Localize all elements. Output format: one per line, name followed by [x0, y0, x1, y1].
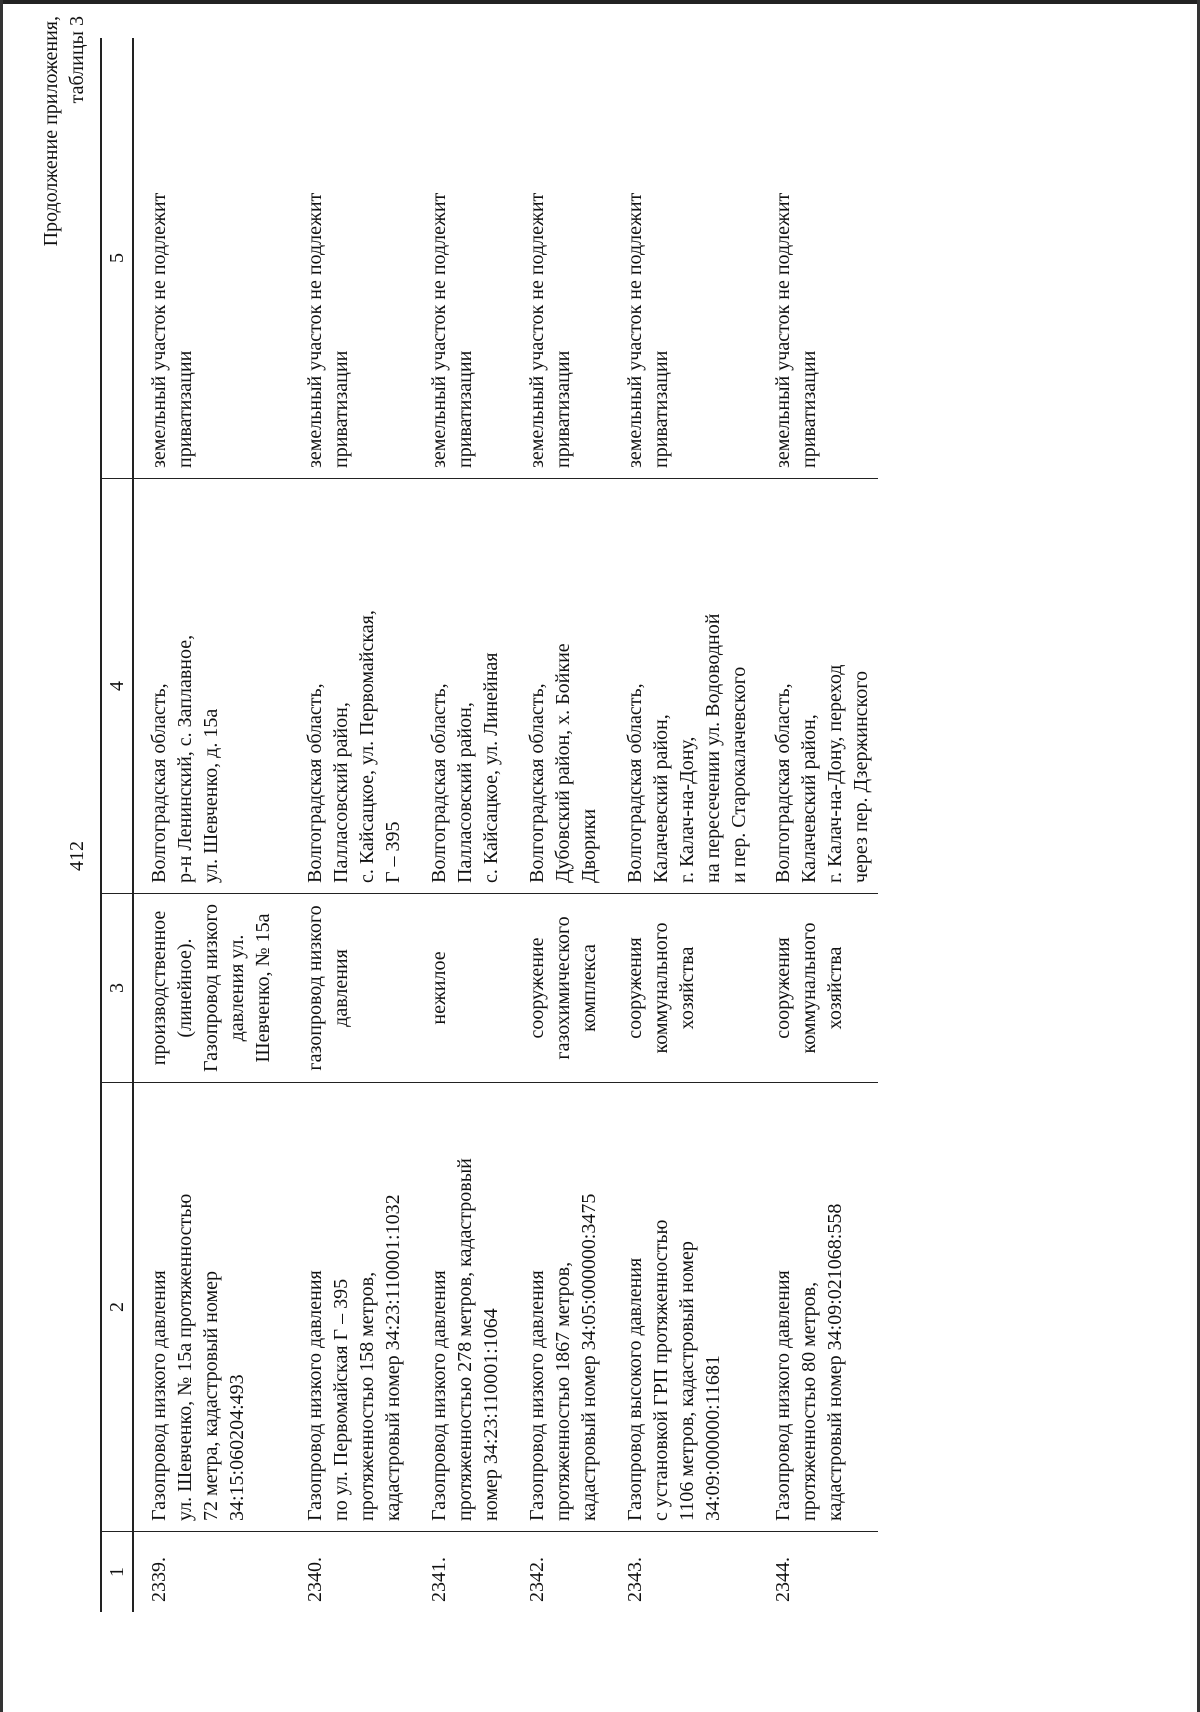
- column-header: 4: [101, 479, 133, 894]
- address-cell: [133, 479, 290, 894]
- object-name-cell: [414, 1083, 512, 1532]
- object-name-line: протяженностью 1867 метров,: [552, 1261, 574, 1521]
- note-line: приватизации: [454, 350, 476, 468]
- purpose-line: комплекса: [578, 944, 600, 1032]
- purpose-cell: [290, 894, 414, 1083]
- table-row: [610, 38, 758, 1612]
- purpose-line: давления ул.: [226, 934, 248, 1042]
- column-header: 2: [101, 1083, 133, 1532]
- address-line: на пересечении ул. Водоводной: [702, 613, 724, 883]
- purpose-line: хозяйства: [824, 946, 846, 1030]
- object-name-line: Газопровод низкого давления: [772, 1270, 794, 1521]
- table-row: [758, 38, 878, 1612]
- table-row: [133, 38, 290, 1612]
- object-name-line: кадастровый номер 34:09:021068:558: [824, 1203, 846, 1521]
- purpose-line: газохимического: [552, 916, 574, 1060]
- continuation-line: таблицы 3: [66, 16, 88, 104]
- address-cell: [414, 479, 512, 894]
- object-name-line: 34:15:060204:493: [226, 1374, 248, 1521]
- purpose-cell: [414, 894, 512, 1083]
- object-name-line: Газопровод низкого давления: [304, 1270, 326, 1521]
- address-line: через пер. Дзержинского: [850, 671, 872, 883]
- purpose-line: производственное: [148, 910, 170, 1066]
- object-name-line: протяженностью 278 метров, кадастровый: [454, 1158, 476, 1521]
- object-name-line: протяженностью 158 метров,: [356, 1271, 378, 1521]
- address-line: Калачевский район,: [798, 714, 820, 883]
- object-name-line: ул. Шевченко, № 15а протяженностью: [174, 1193, 196, 1521]
- note-line: приватизации: [174, 350, 196, 468]
- object-name-line: Газопровод низкого давления: [526, 1270, 548, 1521]
- purpose-line: коммунального: [650, 922, 672, 1054]
- address-line: с. Кайсацкое, ул. Первомайская,: [356, 610, 378, 883]
- address-cell: [290, 479, 414, 894]
- column-header: 3: [101, 894, 133, 1083]
- purpose-line: сооружения: [772, 937, 794, 1039]
- purpose-line: Газопровод низкого: [200, 903, 222, 1072]
- address-line: Волгоградская область,: [428, 683, 450, 883]
- purpose-line: нежилое: [428, 951, 450, 1025]
- note-cell: [414, 38, 512, 479]
- object-name-line: кадастровый номер 34:23:110001:1032: [382, 1194, 404, 1521]
- address-line: Волгоградская область,: [526, 683, 548, 883]
- note-line: приватизации: [552, 350, 574, 468]
- purpose-line: сооружение: [526, 937, 548, 1039]
- address-line: с. Кайсацкое, ул. Линейная: [480, 652, 502, 883]
- table-header-row: [101, 38, 133, 1612]
- table-row: [290, 38, 414, 1612]
- note-line: земельный участок не подлежит: [526, 192, 548, 468]
- object-name-line: по ул. Первомайская Г – 395: [330, 1278, 352, 1521]
- object-name-cell: [133, 1083, 290, 1532]
- object-name-cell: [758, 1083, 878, 1532]
- address-line: Палласовский район,: [330, 702, 352, 883]
- note-cell: [290, 38, 414, 479]
- address-cell: [610, 479, 758, 894]
- object-name-line: 72 метра, кадастровый номер: [200, 1270, 222, 1521]
- address-line: Волгоградская область,: [148, 683, 170, 883]
- note-line: земельный участок не подлежит: [148, 192, 170, 468]
- note-line: земельный участок не подлежит: [624, 192, 646, 468]
- purpose-line: хозяйства: [676, 946, 698, 1030]
- object-name-line: Газопровод низкого давления: [428, 1270, 450, 1521]
- property-registry-table: [100, 38, 878, 1612]
- row-number: 2339.: [148, 1557, 170, 1602]
- row-number: 2344.: [772, 1557, 794, 1602]
- row-number: 2340.: [304, 1557, 326, 1602]
- object-name-line: 34:09:000000:11681: [702, 1355, 724, 1521]
- address-line: г. Калач-на-Дону,: [676, 736, 698, 883]
- address-line: Волгоградская область,: [624, 683, 646, 883]
- purpose-line: Шевченко, № 15а: [252, 913, 274, 1063]
- row-number: 2343.: [624, 1557, 646, 1602]
- address-line: Г – 395: [382, 821, 404, 883]
- note-line: приватизации: [650, 350, 672, 468]
- object-name-line: Газопровод высокого давления: [624, 1257, 646, 1521]
- address-line: Волгоградская область,: [772, 683, 794, 883]
- purpose-line: газопровод низкого: [304, 905, 326, 1071]
- object-name-cell: [610, 1083, 758, 1532]
- purpose-line: коммунального: [798, 922, 820, 1054]
- address-line: р-н Ленинский, с. Заплавное,: [174, 634, 196, 883]
- address-line: ул. Шевченко, д. 15а: [200, 708, 222, 883]
- continuation-line: Продолжение приложения,: [40, 16, 62, 247]
- object-name-line: Газопровод низкого давления: [148, 1270, 170, 1521]
- purpose-cell: [133, 894, 290, 1083]
- purpose-line: сооружения: [624, 937, 646, 1039]
- page-number: 412: [66, 841, 88, 871]
- table-row: [512, 38, 610, 1612]
- note-line: земельный участок не подлежит: [304, 192, 326, 468]
- object-name-line: кадастровый номер 34:05:000000:3475: [578, 1193, 600, 1521]
- column-header: 1: [101, 1532, 133, 1613]
- note-line: приватизации: [330, 350, 352, 468]
- row-number: 2341.: [428, 1557, 450, 1602]
- note-line: земельный участок не подлежит: [772, 192, 794, 468]
- purpose-cell: [512, 894, 610, 1083]
- continuation-note: [38, 16, 90, 376]
- object-name-line: номер 34:23:110001:1064: [480, 1308, 502, 1521]
- address-cell: [758, 479, 878, 894]
- note-cell: [610, 38, 758, 479]
- object-name-cell: [290, 1083, 414, 1532]
- purpose-line: (линейное).: [174, 938, 196, 1038]
- address-line: Дворики: [578, 808, 600, 883]
- note-line: приватизации: [798, 350, 820, 468]
- column-header: 5: [101, 38, 133, 479]
- table-row: [414, 38, 512, 1612]
- purpose-line: давления: [330, 949, 352, 1027]
- address-line: и пер. Старокалачевского: [728, 666, 750, 883]
- purpose-cell: [610, 894, 758, 1083]
- note-cell: [758, 38, 878, 479]
- note-line: земельный участок не подлежит: [428, 192, 450, 468]
- address-line: г. Калач-на-Дону, переход: [824, 664, 846, 883]
- address-line: Волгоградская область,: [304, 683, 326, 883]
- object-name-cell: [512, 1083, 610, 1532]
- note-cell: [133, 38, 290, 479]
- address-line: Дубовский район, х. Бойкие: [552, 643, 574, 883]
- row-number: 2342.: [526, 1557, 548, 1602]
- note-cell: [512, 38, 610, 479]
- address-line: Палласовский район,: [454, 702, 476, 883]
- object-name-line: протяженностью 80 метров,: [798, 1281, 820, 1521]
- object-name-line: 1106 метров, кадастровый номер: [676, 1241, 698, 1521]
- address-cell: [512, 479, 610, 894]
- address-line: Калачевский район,: [650, 714, 672, 883]
- purpose-cell: [758, 894, 878, 1083]
- object-name-line: с установкой ГРП протяженностью: [650, 1219, 672, 1521]
